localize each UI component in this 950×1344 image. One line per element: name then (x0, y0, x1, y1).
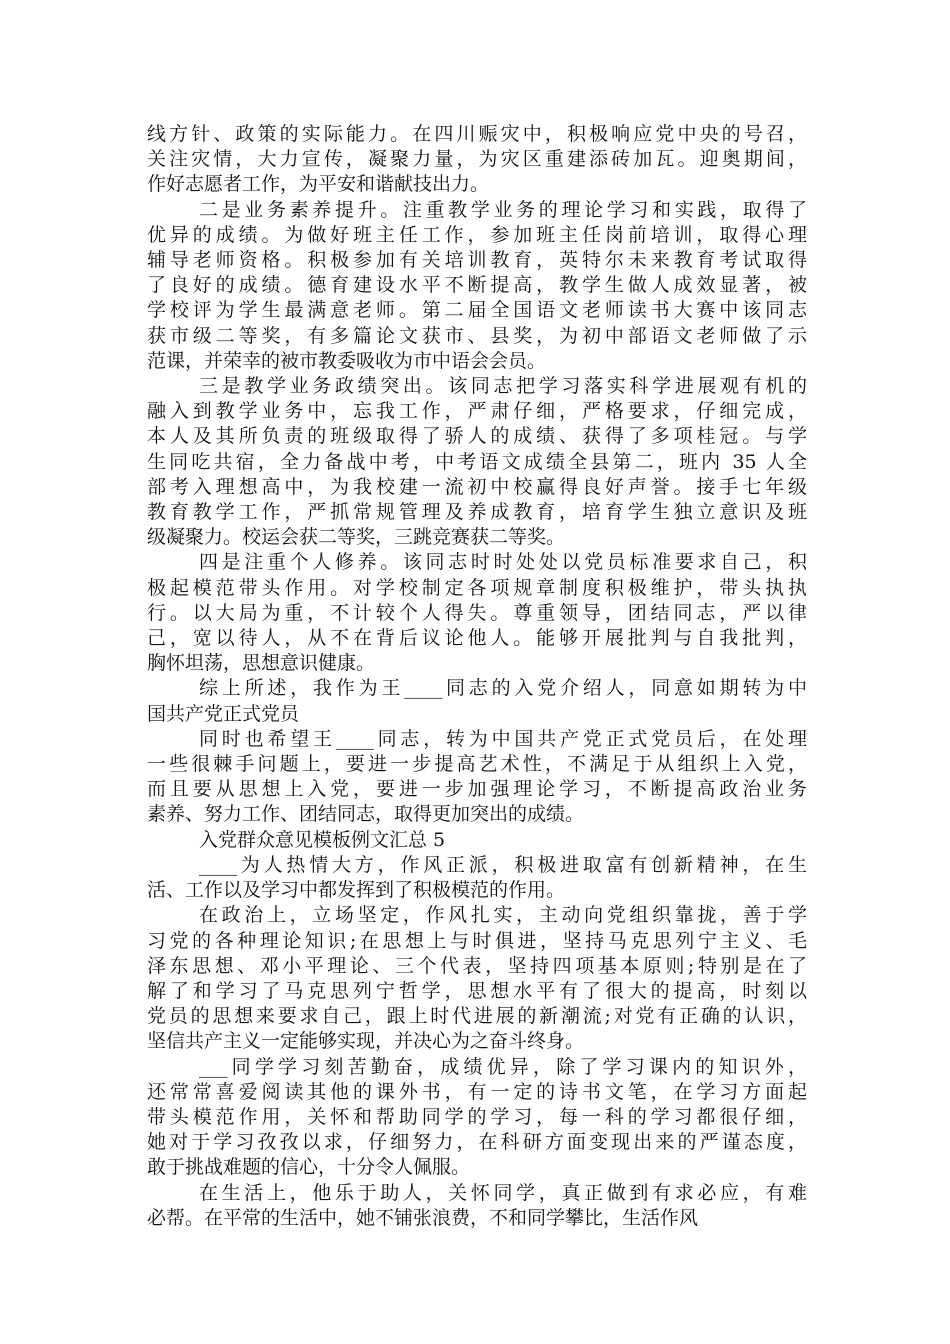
text-line: 融入到教学业务中，忘我工作，严肃仔细，严格要求，仔细完成， (147, 400, 807, 423)
text-line: 坚信共产主义一定能够实现，并决心为之奋斗终身。 (147, 1030, 585, 1053)
text-line: 素养、努力工作、团结同志，取得更加突出的成绩。 (147, 803, 585, 826)
text-line: 四是注重个人修养。该同志时时处处以党员标准要求自己，积 (199, 551, 807, 574)
text-line: 本人及其所负责的班级取得了骄人的成绩、获得了多项桂冠。与学 (147, 425, 807, 448)
text-line: 行。以大局为重，不计较个人得失。尊重领导，团结同志，严以律 (147, 601, 807, 624)
paragraph (147, 198, 807, 374)
text-line: 线方针、政策的实际能力。在四川赈灾中，积极响应党中央的号召， (147, 123, 807, 145)
text-line: 教育教学工作，严抓常规管理及养成教育，培育学生独立意识及班 (147, 501, 807, 524)
text-line: 习党的各种理论知识;在思想上与时俱进，坚持马克思列宁主义、毛 (147, 929, 807, 952)
text-line: 解了和学习了马克思列宁哲学，思想水平有了很大的提高，时刻以 (147, 979, 807, 1002)
text-line: 国共产党正式党员 (147, 702, 300, 725)
text-line: 优异的成绩。为做好班主任工作，参加班主任岗前培训，取得心理 (147, 223, 807, 246)
text-line: 她对于学习孜孜以求，仔细努力，在科研方面变现出来的严谨态度， (147, 1131, 807, 1154)
text-line: 范课，并荣幸的被市教委吸收为市中语会会员。 (147, 349, 547, 372)
text-line: 泽东思想、邓小平理论、三个代表，坚持四项基本原则;特别是在了 (147, 954, 807, 977)
paragraph (147, 374, 807, 550)
text-line: 生同吃共宿，全力备战中考，中考语文成绩全县第二，班内 35 人全 (147, 450, 807, 473)
text-line: 在生活上，他乐于助人，关怀同学，真正做到有求必应，有难 (199, 1181, 807, 1204)
text-line: 而且要从思想上入党，要进一步加强理论学习，不断提高政治业务 (147, 778, 807, 801)
text-line: 己，宽以待人，从不在背后议论他人。能够开展批判与自我批判， (147, 627, 807, 650)
paragraph (147, 828, 807, 853)
document-body (147, 122, 807, 1231)
text-line: 关注灾情，大力宣传，凝聚力量，为灾区重建添砖加瓦。迎奥期间， (147, 148, 807, 171)
paragraph (147, 676, 807, 726)
text-line: 同时也希望王____同志，转为中国共产党正式党员后，在处理 (199, 727, 807, 750)
text-line: 活、工作以及学习中都发挥到了积极模范的作用。 (147, 879, 566, 902)
text-line: 级凝聚力。校运会获二等奖，三跳竞赛获二等奖。 (147, 526, 566, 549)
paragraph (147, 1181, 807, 1231)
text-line: 获市级二等奖，有多篇论文获市、县奖，为初中部语文老师做了示 (147, 324, 807, 347)
paragraph (147, 122, 807, 198)
text-line: 党员的思想来要求自己，跟上时代进展的新潮流;对党有正确的认识， (147, 1005, 807, 1028)
paragraph (147, 1055, 807, 1181)
paragraph (147, 853, 807, 903)
text-line: 部考入理想高中，为我校建一流初中校赢得良好声誉。接手七年级 (147, 475, 807, 498)
text-line: 入党群众意见模板例文汇总 5 (199, 828, 446, 851)
text-line: 一些很棘手问题上，要进一步提高艺术性，不满足于从组织上入党， (147, 753, 807, 776)
text-line: ___同学学习刻苦勤奋，成绩优异，除了学习课内的知识外， (199, 1055, 807, 1078)
text-line: 在政治上，立场坚定，作风扎实，主动向党组织靠拢，善于学 (199, 904, 807, 927)
text-line: 极起模范带头作用。对学校制定各项规章制度积极维护，带头执执 (147, 576, 807, 599)
text-line: 了良好的成绩。德育建设水平不断提高，教学生做人成效显著，被 (147, 274, 807, 297)
text-line: 还常常喜爱阅读其他的课外书，有一定的诗书文笔，在学习方面起 (147, 1080, 807, 1103)
text-line: 敢于挑战难题的信心，十分令人佩服。 (147, 1156, 471, 1179)
text-line: 学校评为学生最满意老师。第二届全国语文老师读书大赛中该同志 (147, 299, 807, 322)
text-line: 辅导老师资格。积极参加有关培训教育，英特尔未来教育考试取得 (147, 249, 807, 272)
text-line: 二是业务素养提升。注重教学业务的理论学习和实践，取得了 (199, 198, 807, 221)
text-line: 带头模范作用，关怀和帮助同学的学习，每一科的学习都很仔细， (147, 1105, 807, 1128)
text-line: 综上所述，我作为王____同志的入党介绍人，同意如期转为中 (199, 677, 807, 700)
paragraph (147, 550, 807, 676)
paragraph (147, 903, 807, 1054)
text-line: 三是教学业务政绩突出。该同志把学习落实科学进展观有机的 (199, 375, 807, 398)
paragraph (147, 727, 807, 828)
text-line: ____为人热情大方，作风正派，积极进取富有创新精神，在生 (199, 853, 807, 876)
text-line: 胸怀坦荡，思想意识健康。 (147, 652, 376, 675)
text-line: 作好志愿者工作，为平安和谐献技出力。 (147, 173, 490, 196)
text-line: 必帮。在平常的生活中，她不铺张浪费，不和同学攀比，生活作风 (147, 1206, 699, 1229)
